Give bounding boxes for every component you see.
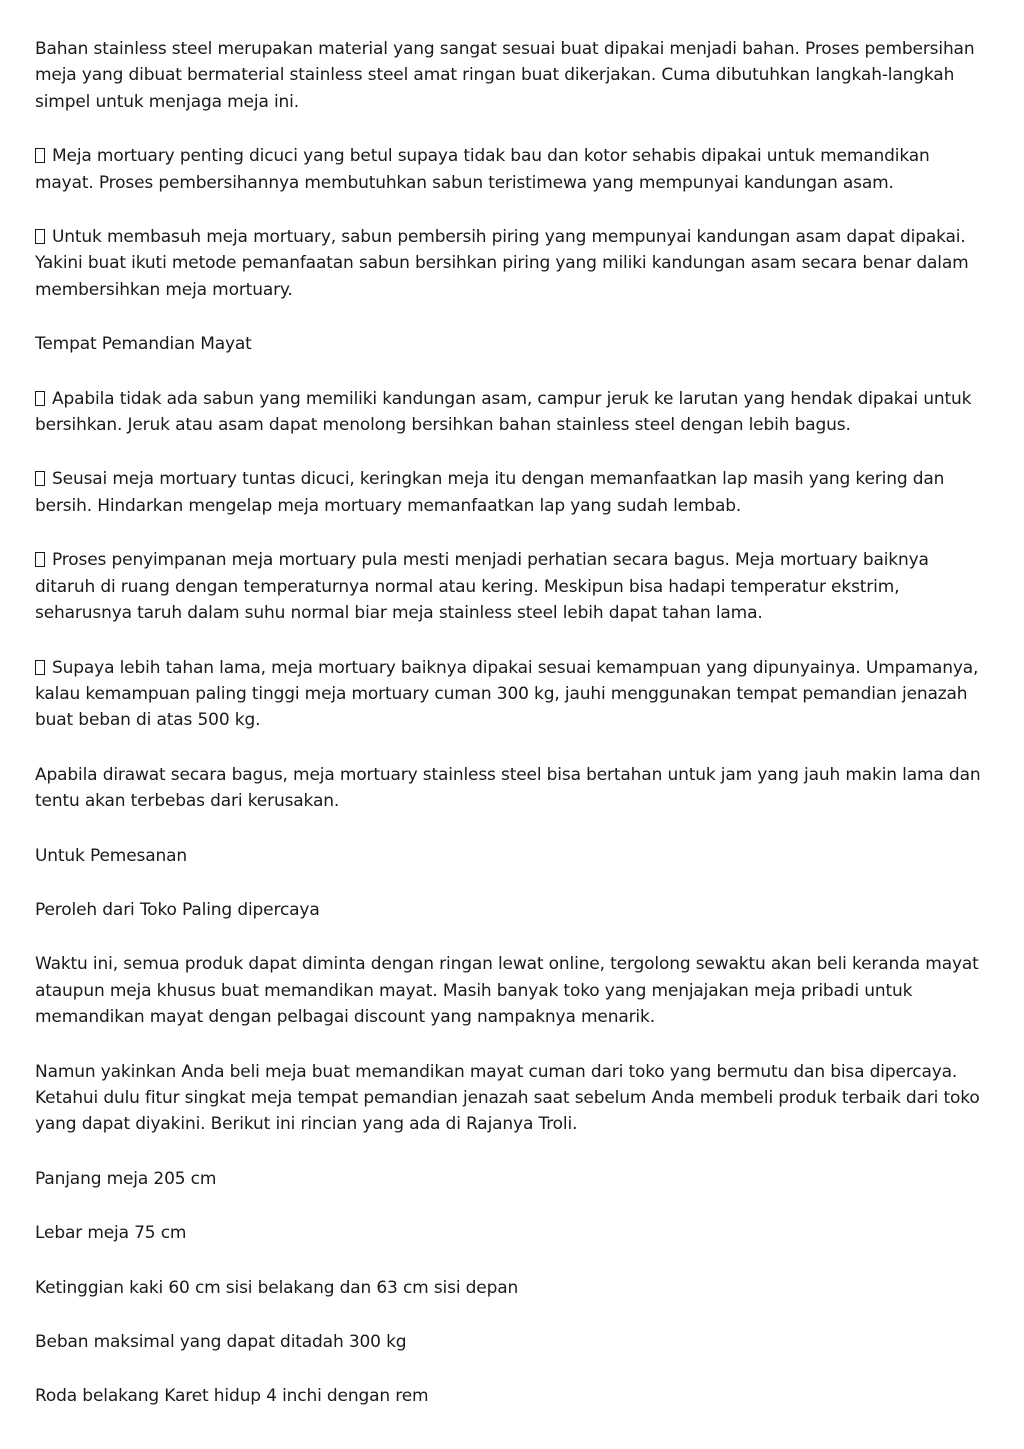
paragraph-text: Seusai meja mortuary tuntas dicuci, keringkan meja itu dengan memanfaatkan lap masih yang kering dan bersih. Hindarkan mengelap meja mortuary memanfaatkan lap yang sudah lembab. xyxy=(35,469,945,516)
paragraph-durability: Apabila dirawat secara bagus, meja mortuary stainless steel bisa bertahan untuk jam yang jauh makin lama dan tentu akan terbebas dari kerusakan. xyxy=(35,764,981,812)
paragraph-online: Waktu ini, semua produk dapat diminta dengan ringan lewat online, tergolong sewaktu akan beli keranda mayat ataupun meja khusus buat memandikan mayat. Masih banyak toko yang menjajakan meja pribadi untuk memandikan mayat dengan pelbagai discount yang nampaknya menarik. xyxy=(35,954,979,1028)
paragraph-text: Apabila tidak ada sabun yang memiliki kandungan asam, campur jeruk ke larutan yang hendak dipakai untuk bersihkan. Jeruk atau asam dapat menolong bersihkan bahan stainless steel dengan lebih bagus. xyxy=(35,388,972,436)
bullet-box-icon xyxy=(35,660,45,675)
section-heading-toko: Peroleh dari Toko Paling dipercaya xyxy=(35,899,320,920)
document-page xyxy=(35,36,990,1438)
bullet-paragraph-soap xyxy=(35,224,990,303)
spec-length: Panjang meja 205 cm xyxy=(35,1168,217,1189)
bullet-box-icon xyxy=(35,471,45,486)
bullet-paragraph-citrus xyxy=(35,386,990,439)
bullet-box-icon xyxy=(35,391,45,406)
spec-leg-height: Ketinggian kaki 60 cm sisi belakang dan 63 cm sisi depan xyxy=(35,1277,519,1298)
bullet-paragraph-drying xyxy=(35,466,990,519)
spec-max-load: Beban maksimal yang dapat ditadah 300 kg xyxy=(35,1332,407,1352)
spec-width: Lebar meja 75 cm xyxy=(35,1223,187,1244)
paragraph-intro: Bahan stainless steel merupakan material yang sangat sesuai buat dipakai menjadi bahan. Proses pembersihan meja yang dibuat bermaterial stainless steel amat ringan buat dikerjakan. Cuma dibutuhkan langkah-langkah simpel untuk menjaga meja ini. xyxy=(35,39,975,112)
section-heading-pemesanan: Untuk Pemesanan xyxy=(35,845,188,866)
bullet-paragraph-storage xyxy=(35,547,990,626)
paragraph-text: Supaya lebih tahan lama, meja mortuary baiknya dipakai sesuai kemampuan yang dipunyainya. Umpamanya, kalau kemampuan paling tinggi meja mortuary cuman 300 kg, jauhi menggunakan tempat pemandian jenazah buat beban di atas 500 kg. xyxy=(35,657,979,731)
bullet-box-icon xyxy=(35,552,45,567)
bullet-paragraph-cleaning xyxy=(35,143,990,196)
section-heading-tempat-pemandian: Tempat Pemandian Mayat xyxy=(35,334,252,355)
paragraph-text: Untuk membasuh meja mortuary, sabun pembersih piring yang mempunyai kandungan asam dapat dipakai. Yakini buat ikuti metode pemanfaatan sabun bersihkan piring yang miliki kandungan asam secara benar dalam membersihkan meja mortuary. xyxy=(35,227,969,300)
spec-rear-wheels: Roda belakang Karet hidup 4 inchi dengan rem xyxy=(35,1386,429,1407)
bullet-box-icon xyxy=(35,148,45,163)
bullet-paragraph-capacity xyxy=(35,655,990,734)
paragraph-text: Meja mortuary penting dicuci yang betul supaya tidak bau dan kotor sehabis dipakai untuk memandikan mayat. Proses pembersihannya membutuhkan sabun teristimewa yang mempunyai kandungan asam. xyxy=(35,146,930,193)
bullet-box-icon xyxy=(35,229,45,244)
paragraph-trusted-store: Namun yakinkan Anda beli meja buat memandikan mayat cuman dari toko yang bermutu dan bisa dipercaya. Ketahui dulu fitur singkat meja tempat pemandian jenazah saat sebelum Anda membeli produk terbaik dari toko yang dapat diyakini. Berikut ini rincian yang ada di Rajanya Troli. xyxy=(35,1061,980,1135)
paragraph-text: Proses penyimpanan meja mortuary pula mesti menjadi perhatian secara bagus. Meja mortuary baiknya ditaruh di ruang dengan temperaturnya normal atau kering. Meskipun bisa hadapi temperatur ekstrim, seharusnya taruh dalam suhu normal biar meja stainless steel lebih dapat tahan lama. xyxy=(35,550,929,624)
